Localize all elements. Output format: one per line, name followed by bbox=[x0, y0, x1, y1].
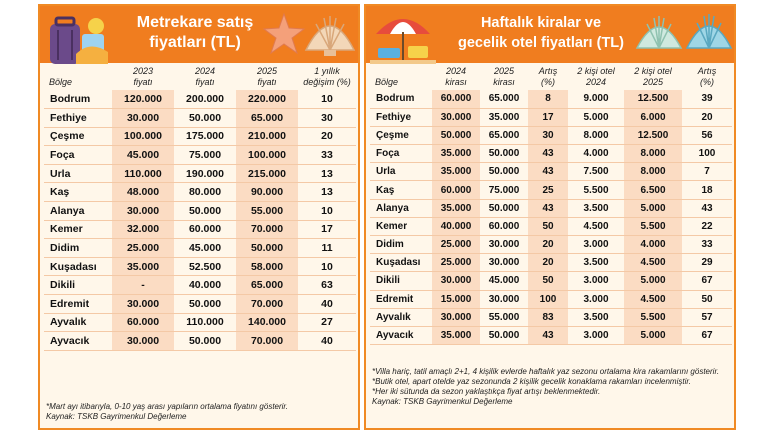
value-cell: 50.000 bbox=[480, 145, 528, 163]
value-cell: 4.000 bbox=[624, 236, 682, 254]
value-cell: 20 bbox=[528, 254, 568, 272]
value-cell: 30.000 bbox=[480, 236, 528, 254]
region-cell: Çeşme bbox=[370, 126, 432, 144]
value-cell: 50.000 bbox=[480, 326, 528, 344]
col-header-change-line1: 1 yıllık bbox=[314, 66, 340, 76]
table-row bbox=[370, 326, 732, 344]
col-header-rent-2025 bbox=[480, 66, 528, 90]
value-cell: 100 bbox=[528, 290, 568, 308]
value-cell: 35.000 bbox=[432, 199, 480, 217]
col-header-2025-line1: 2025 bbox=[256, 66, 278, 76]
value-cell: 45.000 bbox=[480, 272, 528, 290]
value-cell: 13 bbox=[298, 164, 356, 183]
value-cell: 30.000 bbox=[480, 254, 528, 272]
table-row bbox=[44, 146, 356, 165]
sale-prices-source: Kaynak: TSKB Gayrimenkul Değerleme bbox=[46, 412, 187, 421]
value-cell: 90.000 bbox=[236, 183, 298, 202]
table-row bbox=[370, 126, 732, 144]
region-cell: Fethiye bbox=[370, 108, 432, 126]
value-cell: 75.000 bbox=[480, 181, 528, 199]
value-cell: 50.000 bbox=[236, 239, 298, 258]
value-cell: 5.500 bbox=[624, 308, 682, 326]
value-cell: 12.500 bbox=[624, 90, 682, 108]
region-cell: Kemer bbox=[44, 220, 112, 239]
value-cell: 83 bbox=[528, 308, 568, 326]
table-row bbox=[370, 236, 732, 254]
value-cell: 10 bbox=[298, 202, 356, 221]
value-cell: 50.000 bbox=[174, 202, 236, 221]
value-cell: 40.000 bbox=[432, 217, 480, 235]
table-row bbox=[44, 332, 356, 351]
value-cell: 30 bbox=[298, 109, 356, 128]
region-cell: Kaş bbox=[370, 181, 432, 199]
col-header-hotel-increase-line2: (%) bbox=[700, 77, 714, 87]
value-cell: 50 bbox=[682, 290, 732, 308]
region-cell: Foça bbox=[370, 145, 432, 163]
rent-hotel-header-row bbox=[370, 66, 732, 90]
region-cell: Bodrum bbox=[44, 90, 112, 109]
value-cell: 50.000 bbox=[174, 332, 236, 351]
col-header-hotel-2024-line1: 2 kişi otel bbox=[577, 66, 615, 76]
seashell-icon bbox=[634, 10, 684, 58]
value-cell: 4.500 bbox=[624, 290, 682, 308]
value-cell: 30.000 bbox=[112, 109, 174, 128]
value-cell: 30 bbox=[528, 126, 568, 144]
rent-hotel-title-line1: Haftalık kiralar ve bbox=[480, 15, 602, 31]
col-header-2025-line2: fiyatı bbox=[257, 77, 277, 87]
value-cell: 30.000 bbox=[480, 290, 528, 308]
value-cell: 56 bbox=[682, 126, 732, 144]
table-row bbox=[44, 257, 356, 276]
sale-prices-header bbox=[40, 6, 358, 63]
value-cell: 50.000 bbox=[174, 295, 236, 314]
value-cell: 58.000 bbox=[236, 257, 298, 276]
table-row bbox=[370, 163, 732, 181]
rent-hotel-footnote-2: *Butik otel, apart otelde yaz sezonunda 2 kişilik gecelik konaklama rakamları incelenmiştir. bbox=[372, 377, 691, 386]
rent-hotel-header bbox=[366, 6, 734, 63]
rent-hotel-footnote-1: *Villa hariç, tatil amaçlı 2+1, 4 kişilik evlerde haftalık yaz sezonu ortalama kira rakamlarını gösterir. bbox=[372, 367, 720, 376]
value-cell: 20 bbox=[682, 108, 732, 126]
region-cell: Dikili bbox=[44, 276, 112, 295]
col-header-2024 bbox=[174, 66, 236, 90]
value-cell: 43 bbox=[528, 145, 568, 163]
value-cell: 60.000 bbox=[432, 181, 480, 199]
beach-umbrella-icon bbox=[370, 8, 436, 64]
col-header-region-label: Bölge bbox=[49, 77, 73, 87]
rent-hotel-notes bbox=[372, 367, 732, 407]
value-cell: 9.000 bbox=[568, 90, 624, 108]
value-cell: 4.500 bbox=[624, 254, 682, 272]
col-header-rent-2024-line2: kirası bbox=[445, 77, 467, 87]
rent-hotel-footnote-3: *Her iki sütunda da sezon yaklaştıkça fiyat artışı beklenmektedir. bbox=[372, 387, 601, 396]
value-cell: 5.000 bbox=[624, 326, 682, 344]
table-row bbox=[370, 90, 732, 108]
region-cell: Çeşme bbox=[44, 127, 112, 146]
value-cell: 20 bbox=[528, 236, 568, 254]
region-cell: Kemer bbox=[370, 217, 432, 235]
value-cell: 70.000 bbox=[236, 332, 298, 351]
value-cell: 48.000 bbox=[112, 183, 174, 202]
value-cell: 30.000 bbox=[432, 308, 480, 326]
luggage-illustration-icon bbox=[46, 10, 118, 68]
value-cell: 39 bbox=[682, 90, 732, 108]
value-cell: 30.000 bbox=[112, 332, 174, 351]
value-cell: 35.000 bbox=[432, 145, 480, 163]
col-header-rent-2025-line2: kirası bbox=[493, 77, 515, 87]
value-cell: 140.000 bbox=[236, 313, 298, 332]
col-header-region-label: Bölge bbox=[375, 77, 399, 87]
value-cell: 5.000 bbox=[624, 272, 682, 290]
col-header-region bbox=[370, 66, 432, 90]
col-header-change bbox=[298, 66, 356, 90]
region-cell: Urla bbox=[370, 163, 432, 181]
value-cell: 35.000 bbox=[480, 108, 528, 126]
value-cell: 30.000 bbox=[432, 108, 480, 126]
value-cell: 220.000 bbox=[236, 90, 298, 109]
table-row bbox=[44, 239, 356, 258]
value-cell: 3.500 bbox=[568, 199, 624, 217]
table-row bbox=[44, 90, 356, 109]
value-cell: 63 bbox=[298, 276, 356, 295]
value-cell: 32.000 bbox=[112, 220, 174, 239]
value-cell: 18 bbox=[682, 181, 732, 199]
table-row bbox=[370, 108, 732, 126]
value-cell: 80.000 bbox=[174, 183, 236, 202]
value-cell: 3.000 bbox=[568, 290, 624, 308]
value-cell: 8.000 bbox=[568, 126, 624, 144]
table-row bbox=[370, 181, 732, 199]
value-cell: 3.000 bbox=[568, 272, 624, 290]
value-cell: 70.000 bbox=[236, 295, 298, 314]
value-cell: 65.000 bbox=[236, 276, 298, 295]
value-cell: 4.000 bbox=[568, 145, 624, 163]
table-row bbox=[44, 109, 356, 128]
value-cell: 13 bbox=[298, 183, 356, 202]
value-cell: 75.000 bbox=[174, 146, 236, 165]
value-cell: 70.000 bbox=[236, 220, 298, 239]
sale-prices-notes bbox=[46, 402, 356, 422]
value-cell: 43 bbox=[528, 326, 568, 344]
value-cell: 6.000 bbox=[624, 108, 682, 126]
table-row bbox=[44, 295, 356, 314]
region-cell: Ayvacık bbox=[370, 326, 432, 344]
value-cell: 12.500 bbox=[624, 126, 682, 144]
col-header-hotel-2025 bbox=[624, 66, 682, 90]
sale-prices-header-row bbox=[44, 66, 356, 90]
table-row bbox=[44, 127, 356, 146]
region-cell: Bodrum bbox=[370, 90, 432, 108]
region-cell: Edremit bbox=[370, 290, 432, 308]
value-cell: 22 bbox=[682, 217, 732, 235]
value-cell: 60.000 bbox=[432, 90, 480, 108]
value-cell: 25.000 bbox=[432, 254, 480, 272]
col-header-region bbox=[44, 66, 112, 90]
col-header-change-line2: değişim (%) bbox=[303, 77, 351, 87]
value-cell: 60.000 bbox=[112, 313, 174, 332]
region-cell: Edremit bbox=[44, 295, 112, 314]
sale-prices-panel bbox=[38, 4, 360, 430]
col-header-2024-line1: 2024 bbox=[194, 66, 216, 76]
table-row bbox=[370, 217, 732, 235]
value-cell: 100.000 bbox=[236, 146, 298, 165]
value-cell: 60.000 bbox=[480, 217, 528, 235]
col-header-rent-increase-line1: Artış bbox=[538, 66, 558, 76]
value-cell: 8.000 bbox=[624, 163, 682, 181]
value-cell: 8 bbox=[528, 90, 568, 108]
value-cell: 5.500 bbox=[568, 181, 624, 199]
starfish-icon bbox=[262, 12, 306, 56]
value-cell: 25.000 bbox=[432, 236, 480, 254]
value-cell: - bbox=[112, 276, 174, 295]
table-row bbox=[370, 272, 732, 290]
region-cell: Urla bbox=[44, 164, 112, 183]
value-cell: 3.500 bbox=[568, 254, 624, 272]
value-cell: 7.500 bbox=[568, 163, 624, 181]
value-cell: 52.500 bbox=[174, 257, 236, 276]
region-cell: Didim bbox=[44, 239, 112, 258]
value-cell: 40 bbox=[298, 332, 356, 351]
value-cell: 120.000 bbox=[112, 90, 174, 109]
value-cell: 25.000 bbox=[112, 239, 174, 258]
value-cell: 11 bbox=[298, 239, 356, 258]
value-cell: 50.000 bbox=[480, 163, 528, 181]
value-cell: 30.000 bbox=[112, 202, 174, 221]
rent-hotel-title-line2: gecelik otel fiyatları (TL) bbox=[458, 35, 624, 51]
col-header-2024-line2: fiyatı bbox=[195, 77, 215, 87]
value-cell: 35.000 bbox=[432, 326, 480, 344]
value-cell: 100 bbox=[682, 145, 732, 163]
col-header-hotel-2024 bbox=[568, 66, 624, 90]
value-cell: 50.000 bbox=[480, 199, 528, 217]
sale-prices-table bbox=[44, 66, 356, 351]
value-cell: 50 bbox=[528, 272, 568, 290]
region-cell: Didim bbox=[370, 236, 432, 254]
value-cell: 15.000 bbox=[432, 290, 480, 308]
table-row bbox=[44, 220, 356, 239]
col-header-rent-2024 bbox=[432, 66, 480, 90]
value-cell: 50.000 bbox=[432, 126, 480, 144]
value-cell: 3.000 bbox=[568, 236, 624, 254]
value-cell: 67 bbox=[682, 272, 732, 290]
region-cell: Ayvalık bbox=[370, 308, 432, 326]
value-cell: 110.000 bbox=[174, 313, 236, 332]
value-cell: 175.000 bbox=[174, 127, 236, 146]
value-cell: 55.000 bbox=[236, 202, 298, 221]
col-header-rent-2024-line1: 2024 bbox=[445, 66, 467, 76]
value-cell: 7 bbox=[682, 163, 732, 181]
table-row bbox=[370, 199, 732, 217]
region-cell: Alanya bbox=[370, 199, 432, 217]
value-cell: 210.000 bbox=[236, 127, 298, 146]
col-header-rent-increase-line2: (%) bbox=[541, 77, 555, 87]
seashell-icon bbox=[302, 8, 358, 60]
region-cell: Ayvacık bbox=[44, 332, 112, 351]
region-cell: Fethiye bbox=[44, 109, 112, 128]
value-cell: 29 bbox=[682, 254, 732, 272]
value-cell: 33 bbox=[682, 236, 732, 254]
value-cell: 43 bbox=[528, 163, 568, 181]
value-cell: 17 bbox=[298, 220, 356, 239]
rent-hotel-panel bbox=[364, 4, 736, 430]
table-row bbox=[44, 202, 356, 221]
col-header-hotel-2025-line2: 2025 bbox=[642, 77, 664, 87]
region-cell: Kuşadası bbox=[370, 254, 432, 272]
value-cell: 57 bbox=[682, 308, 732, 326]
sale-prices-title bbox=[130, 13, 260, 53]
value-cell: 43 bbox=[528, 199, 568, 217]
table-row bbox=[370, 145, 732, 163]
region-cell: Alanya bbox=[44, 202, 112, 221]
col-header-2023-line1: 2023 bbox=[132, 66, 154, 76]
sale-prices-title-line1: Metrekare satış bbox=[136, 14, 254, 31]
value-cell: 35.000 bbox=[432, 163, 480, 181]
col-header-hotel-increase bbox=[682, 66, 732, 90]
seashell-icon bbox=[684, 8, 734, 58]
table-row bbox=[370, 290, 732, 308]
value-cell: 6.500 bbox=[624, 181, 682, 199]
value-cell: 65.000 bbox=[480, 126, 528, 144]
value-cell: 10 bbox=[298, 90, 356, 109]
value-cell: 35.000 bbox=[112, 257, 174, 276]
value-cell: 100.000 bbox=[112, 127, 174, 146]
region-cell: Kaş bbox=[44, 183, 112, 202]
value-cell: 30.000 bbox=[112, 295, 174, 314]
table-row bbox=[44, 164, 356, 183]
sale-prices-footnote: *Mart ayı itibarıyla, 0-10 yaş arası yapıların ortalama fiyatını gösterir. bbox=[46, 402, 289, 411]
value-cell: 25 bbox=[528, 181, 568, 199]
value-cell: 3.500 bbox=[568, 308, 624, 326]
table-row bbox=[44, 313, 356, 332]
table-row bbox=[370, 254, 732, 272]
rent-hotel-title bbox=[436, 13, 646, 53]
value-cell: 40 bbox=[298, 295, 356, 314]
value-cell: 50 bbox=[528, 217, 568, 235]
table-row bbox=[44, 276, 356, 295]
value-cell: 45.000 bbox=[174, 239, 236, 258]
value-cell: 20 bbox=[298, 127, 356, 146]
value-cell: 67 bbox=[682, 326, 732, 344]
value-cell: 215.000 bbox=[236, 164, 298, 183]
value-cell: 190.000 bbox=[174, 164, 236, 183]
rent-hotel-source: Kaynak: TSKB Gayrimenkul Değerleme bbox=[372, 397, 513, 406]
region-cell: Ayvalık bbox=[44, 313, 112, 332]
value-cell: 4.500 bbox=[568, 217, 624, 235]
value-cell: 43 bbox=[682, 199, 732, 217]
value-cell: 65.000 bbox=[236, 109, 298, 128]
value-cell: 33 bbox=[298, 146, 356, 165]
rent-hotel-table bbox=[370, 66, 732, 345]
value-cell: 55.000 bbox=[480, 308, 528, 326]
value-cell: 45.000 bbox=[112, 146, 174, 165]
col-header-2023-line2: fiyatı bbox=[133, 77, 153, 87]
region-cell: Dikili bbox=[370, 272, 432, 290]
value-cell: 5.000 bbox=[624, 199, 682, 217]
value-cell: 30.000 bbox=[432, 272, 480, 290]
value-cell: 110.000 bbox=[112, 164, 174, 183]
value-cell: 200.000 bbox=[174, 90, 236, 109]
sale-prices-title-line2: fiyatları (TL) bbox=[149, 34, 241, 51]
col-header-hotel-increase-line1: Artış bbox=[697, 66, 717, 76]
value-cell: 60.000 bbox=[174, 220, 236, 239]
col-header-hotel-2024-line2: 2024 bbox=[585, 77, 607, 87]
col-header-rent-2025-line1: 2025 bbox=[493, 66, 515, 76]
value-cell: 3.000 bbox=[568, 326, 624, 344]
table-row bbox=[44, 183, 356, 202]
value-cell: 8.000 bbox=[624, 145, 682, 163]
value-cell: 17 bbox=[528, 108, 568, 126]
value-cell: 10 bbox=[298, 257, 356, 276]
value-cell: 40.000 bbox=[174, 276, 236, 295]
table-row bbox=[370, 308, 732, 326]
value-cell: 5.500 bbox=[624, 217, 682, 235]
col-header-rent-increase bbox=[528, 66, 568, 90]
value-cell: 27 bbox=[298, 313, 356, 332]
value-cell: 65.000 bbox=[480, 90, 528, 108]
region-cell: Foça bbox=[44, 146, 112, 165]
value-cell: 50.000 bbox=[174, 109, 236, 128]
col-header-2023 bbox=[112, 66, 174, 90]
value-cell: 5.000 bbox=[568, 108, 624, 126]
col-header-2025 bbox=[236, 66, 298, 90]
region-cell: Kuşadası bbox=[44, 257, 112, 276]
col-header-hotel-2025-line1: 2 kişi otel bbox=[634, 66, 672, 76]
